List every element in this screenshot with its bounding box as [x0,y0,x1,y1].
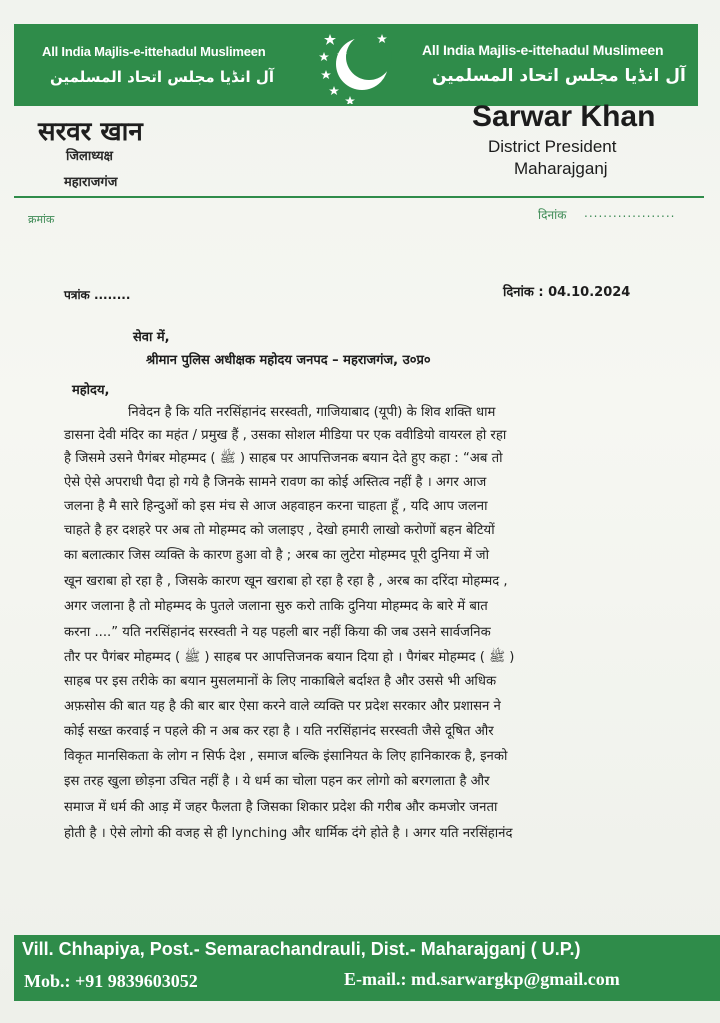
sender-title-english: District President [488,137,617,156]
body-line: ऐसे ऐसे अपराधी पैदा हो गये है जिनके सामने रावण का कोई अस्तित्व नहीं है । अगर आज [64,475,487,490]
letterhead-banner [14,24,698,106]
party-name-ur-left: آل انڈیا مجلس اتحاد المسلمین [50,68,274,86]
footer-address: Vill. Chhapiya, Post.- Semarachandrauli, Dist.- Maharajganj ( U.P.) [22,939,581,959]
sender-name-english: Sarwar Khan [472,100,656,133]
body-line: होती है । ऐसे लोगो की वजह से ही lynching और धार्मिक दंगे होते है । अगर यति नरसिंहानंद [64,826,513,841]
body-line: कोई सख्त करवाई न पहले की न अब कर रहा है । यति नरसिंहानंद सरस्वती जैसे दूषित और [64,724,494,739]
party-name-en-left: All India Majlis-e-ittehadul Muslimeen [42,44,266,59]
body-line: साहब पर इस तरीके का बयान मुसलमानों के लिए नाकाबिले बर्दाश्त है और उससे भी अधिक [64,674,497,689]
sender-name-hindi: सरवर खान [38,117,143,147]
body-line: डासना देवी मंदिर का महंत / प्रमुख हैं , उसका सोशल मीडिया पर एक ववीडियो वायरल हो रहा [64,428,507,443]
body-line: का बलात्कार जिस व्यक्ति के कारण हुआ वो है ; अरब का लुटेरा मोहम्मद पूरी दुनिया में जो [64,548,489,563]
salutation: महोदय, [72,383,110,398]
patrank: पत्रांक ........ [64,288,131,302]
letter-date: दिनांक : 04.10.2024 [503,285,631,300]
recipient-line: श्रीमान पुलिस अधीक्षक महोदय जनपद – महराजगंज, उ०प्र० [146,353,431,368]
body-line: समाज में धर्म की आड़ में जहर फैलता है जिसका शिकार प्रदेश की गरीब और कमजोर जनता [64,800,498,815]
body-line: इस तरह खुला छोड़ना उचित नहीं है । ये धर्म का चोला पहन कर लोगो को बरगलाता है और [64,774,490,789]
body-line: अगर जलाना है तो मोहम्मद के पुतले जलाना सुरु करो ताकि दुनिया मोहम्मद के बारे में बात [64,599,488,614]
body-line: खून खराबा हो रहा है , जिसके कारण खून खराबा हो रहा है रहा है , अरब का दरिंदा मोहम्मद , [64,574,508,589]
body-line: है जिसमे उसने पैगंबर मोहम्मद ( ﷺ ) साहब पर आपत्तिजनक बयान देते हुए कहा : “अब तो [64,451,503,466]
kramank-label: क्रमांक [28,213,55,226]
footer-email: E-mail.: md.sarwargkp@gmail.com [344,969,620,989]
footer-mobile: Mob.: +91 9839603052 [24,971,198,991]
dinank-blank: ................... [584,206,676,220]
sender-place-hindi: महाराजगंज [64,175,118,190]
seva-mein: सेवा में, [133,330,170,345]
header-divider [14,196,704,198]
body-line: तौर पर पैगंबर मोहम्मद ( ﷺ ) साहब पर आपत्तिजनक बयान दिया हो । पैगंबर मोहम्मद ( ﷺ ) [64,650,515,665]
party-name-ur-right: آل انڈیا مجلس اتحاد المسلمین [432,66,686,86]
body-line: जलना है मै सारे हिन्दुओं को इस मंच से आज अहवाहन करना चाहता हूँ , यदि आप जलना [64,499,488,514]
body-line: करना ....” यति नरसिंहानंद सरस्वती ने यह पहली बार नहीं किया की जब उसने सार्वजनिक [64,625,491,640]
dinank-label: दिनांक [538,208,567,222]
party-name-en-right: All India Majlis-e-ittehadul Muslimeen [422,42,664,58]
crescent-star-icon [316,26,406,104]
body-line: विकृत मानसिकता के लोग न सिर्फ देश , समाज बल्कि इंसानियत के लिए हानिकारक है, इनको [64,749,508,764]
body-line: अफ़सोस की बात यह है की बार बार ऐसा करने वाले व्यक्ति पर प्रदेश सरकार और प्रशासन ने [64,699,501,714]
sender-place-english: Maharajganj [514,159,608,178]
sender-title-hindi: जिलाध्यक्ष [66,149,113,164]
body-line: निवेदन है कि यति नरसिंहानंद सरस्वती, गाजियाबाद (यूपी) के शिव शक्ति धाम [128,405,496,420]
body-line: चाहते है हर दशहरे पर अब तो मोहम्मद को जलाइए , देखो हमारी लाखो करोणों बहन बेटियों [64,523,495,538]
letterhead-footer [14,935,720,1001]
